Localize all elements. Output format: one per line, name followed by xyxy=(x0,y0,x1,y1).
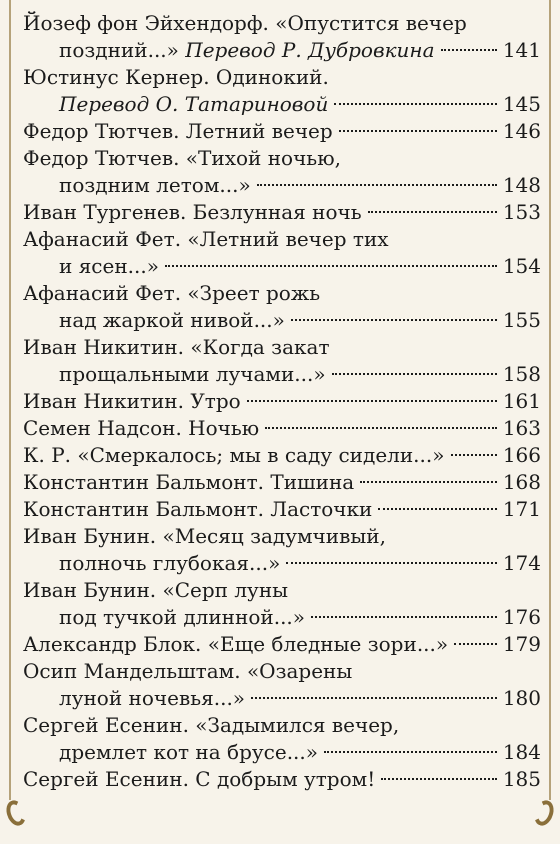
entry-title-continuation xyxy=(59,550,280,577)
dot-leader xyxy=(451,454,497,456)
page-number: 148 xyxy=(502,173,541,197)
page-number: 166 xyxy=(502,443,541,467)
page-number: 168 xyxy=(502,470,541,494)
entry-title: Афанасий Фет. «Зреет рожь xyxy=(23,281,321,305)
entry-title: Александр Блок. «Еще бледные зори...» xyxy=(23,632,449,656)
page-number: 184 xyxy=(502,740,541,764)
right-rule xyxy=(549,0,551,800)
dot-leader xyxy=(247,400,497,402)
page-number: 171 xyxy=(502,497,541,521)
toc-entry xyxy=(23,577,541,631)
page-number: 174 xyxy=(502,551,541,575)
toc-entry xyxy=(23,442,541,469)
page-number: 145 xyxy=(502,92,541,116)
entry-title-continuation xyxy=(59,361,326,388)
toc-entry xyxy=(23,415,541,442)
entry-continuation-text: дремлет кот на брусе...» xyxy=(59,740,319,764)
entry-title: Федор Тютчев. «Тихой ночью, xyxy=(23,146,341,170)
dot-leader xyxy=(324,751,497,753)
left-rule xyxy=(9,0,11,800)
page-number: 161 xyxy=(502,389,541,413)
dot-leader xyxy=(251,697,497,699)
page-number: 179 xyxy=(502,632,541,656)
dot-leader xyxy=(360,481,497,483)
entry-continuation-text: поздним летом...» xyxy=(59,173,251,197)
entry-title: Сергей Есенин. С добрым утром! xyxy=(23,767,376,791)
entry-title-continuation xyxy=(59,739,318,766)
toc-entry xyxy=(23,523,541,577)
entry-continuation-text: и ясен...» xyxy=(59,254,159,278)
entry-title: Иван Бунин. «Серп луны xyxy=(23,578,289,602)
entry-continuation-text: над жаркой нивой...» xyxy=(59,308,285,332)
entry-title-continuation xyxy=(59,172,251,199)
dot-leader xyxy=(291,319,497,321)
table-of-contents xyxy=(23,10,541,793)
page-number: 146 xyxy=(502,119,541,143)
dot-leader xyxy=(165,265,497,267)
entry-title: Афанасий Фет. «Летний вечер тих xyxy=(23,227,389,251)
entry-title: Федор Тютчев. Летний вечер xyxy=(23,119,333,143)
entry-continuation-text: поздний...» xyxy=(59,38,186,62)
entry-continuation-text: прощальными лучами...» xyxy=(59,362,326,386)
entry-title-continuation xyxy=(59,307,285,334)
entry-title: Иван Бунин. «Месяц задумчивый, xyxy=(23,524,386,548)
toc-entry xyxy=(23,118,541,145)
translator-credit: Перевод Р. Дубровкина xyxy=(185,38,435,62)
left-curl-ornament-icon xyxy=(3,798,29,829)
translator-credit: Перевод О. Татариновой xyxy=(59,92,329,116)
toc-entry xyxy=(23,334,541,388)
entry-title-continuation xyxy=(59,685,245,712)
dot-leader xyxy=(368,211,497,213)
entry-title: Константин Бальмонт. Тишина xyxy=(23,470,355,494)
dot-leader xyxy=(334,103,496,105)
toc-entry xyxy=(23,766,541,793)
entry-title: Юстинус Кернер. Одинокий. xyxy=(23,65,329,89)
toc-entry xyxy=(23,631,541,658)
toc-entry xyxy=(23,469,541,496)
dot-leader xyxy=(286,562,497,564)
toc-entry xyxy=(23,199,541,226)
entry-title: Иван Никитин. «Когда закат xyxy=(23,335,330,359)
entry-title-continuation xyxy=(59,253,159,280)
dot-leader xyxy=(441,49,497,51)
dot-leader xyxy=(378,508,496,510)
toc-entry xyxy=(23,280,541,334)
entry-title-continuation xyxy=(59,37,435,64)
entry-title: Семен Надсон. Ночью xyxy=(23,416,260,440)
entry-title-continuation xyxy=(59,604,305,631)
page-number: 163 xyxy=(502,416,541,440)
dot-leader xyxy=(332,373,497,375)
entry-title-continuation xyxy=(59,91,328,118)
right-curl-ornament-icon xyxy=(531,798,557,829)
entry-title: Осип Мандельштам. «Озарены xyxy=(23,659,353,683)
toc-entry xyxy=(23,712,541,766)
dot-leader xyxy=(339,130,497,132)
entry-title: К. Р. «Смеркалось; мы в саду сидели...» xyxy=(23,443,445,467)
toc-entry xyxy=(23,658,541,712)
entry-title: Иван Никитин. Утро xyxy=(23,389,241,413)
toc-entry xyxy=(23,226,541,280)
toc-entry xyxy=(23,64,541,118)
entry-title: Сергей Есенин. «Задымился вечер, xyxy=(23,713,400,737)
toc-entry xyxy=(23,10,541,64)
entry-title: Йозеф фон Эйхендорф. «Опустится вечер xyxy=(23,11,467,35)
toc-entry xyxy=(23,496,541,523)
page-number: 180 xyxy=(502,686,541,710)
entry-continuation-text: луной ночевья...» xyxy=(59,686,246,710)
dot-leader xyxy=(454,643,497,645)
dot-leader xyxy=(265,427,497,429)
page-number: 141 xyxy=(502,38,541,62)
page-number: 153 xyxy=(502,200,541,224)
entry-title: Константин Бальмонт. Ласточки xyxy=(23,497,373,521)
toc-entry xyxy=(23,145,541,199)
page-number: 185 xyxy=(502,767,541,791)
dot-leader xyxy=(381,778,497,780)
page-frame xyxy=(9,0,551,844)
toc-entry xyxy=(23,388,541,415)
entry-continuation-text: под тучкой длинной...» xyxy=(59,605,306,629)
page-number: 154 xyxy=(502,254,541,278)
dot-leader xyxy=(311,616,497,618)
page-number: 176 xyxy=(502,605,541,629)
entry-title: Иван Тургенев. Безлунная ночь xyxy=(23,200,362,224)
entry-continuation-text: полночь глубокая...» xyxy=(59,551,281,575)
dot-leader xyxy=(257,184,497,186)
page-number: 155 xyxy=(502,308,541,332)
page-number: 158 xyxy=(502,362,541,386)
